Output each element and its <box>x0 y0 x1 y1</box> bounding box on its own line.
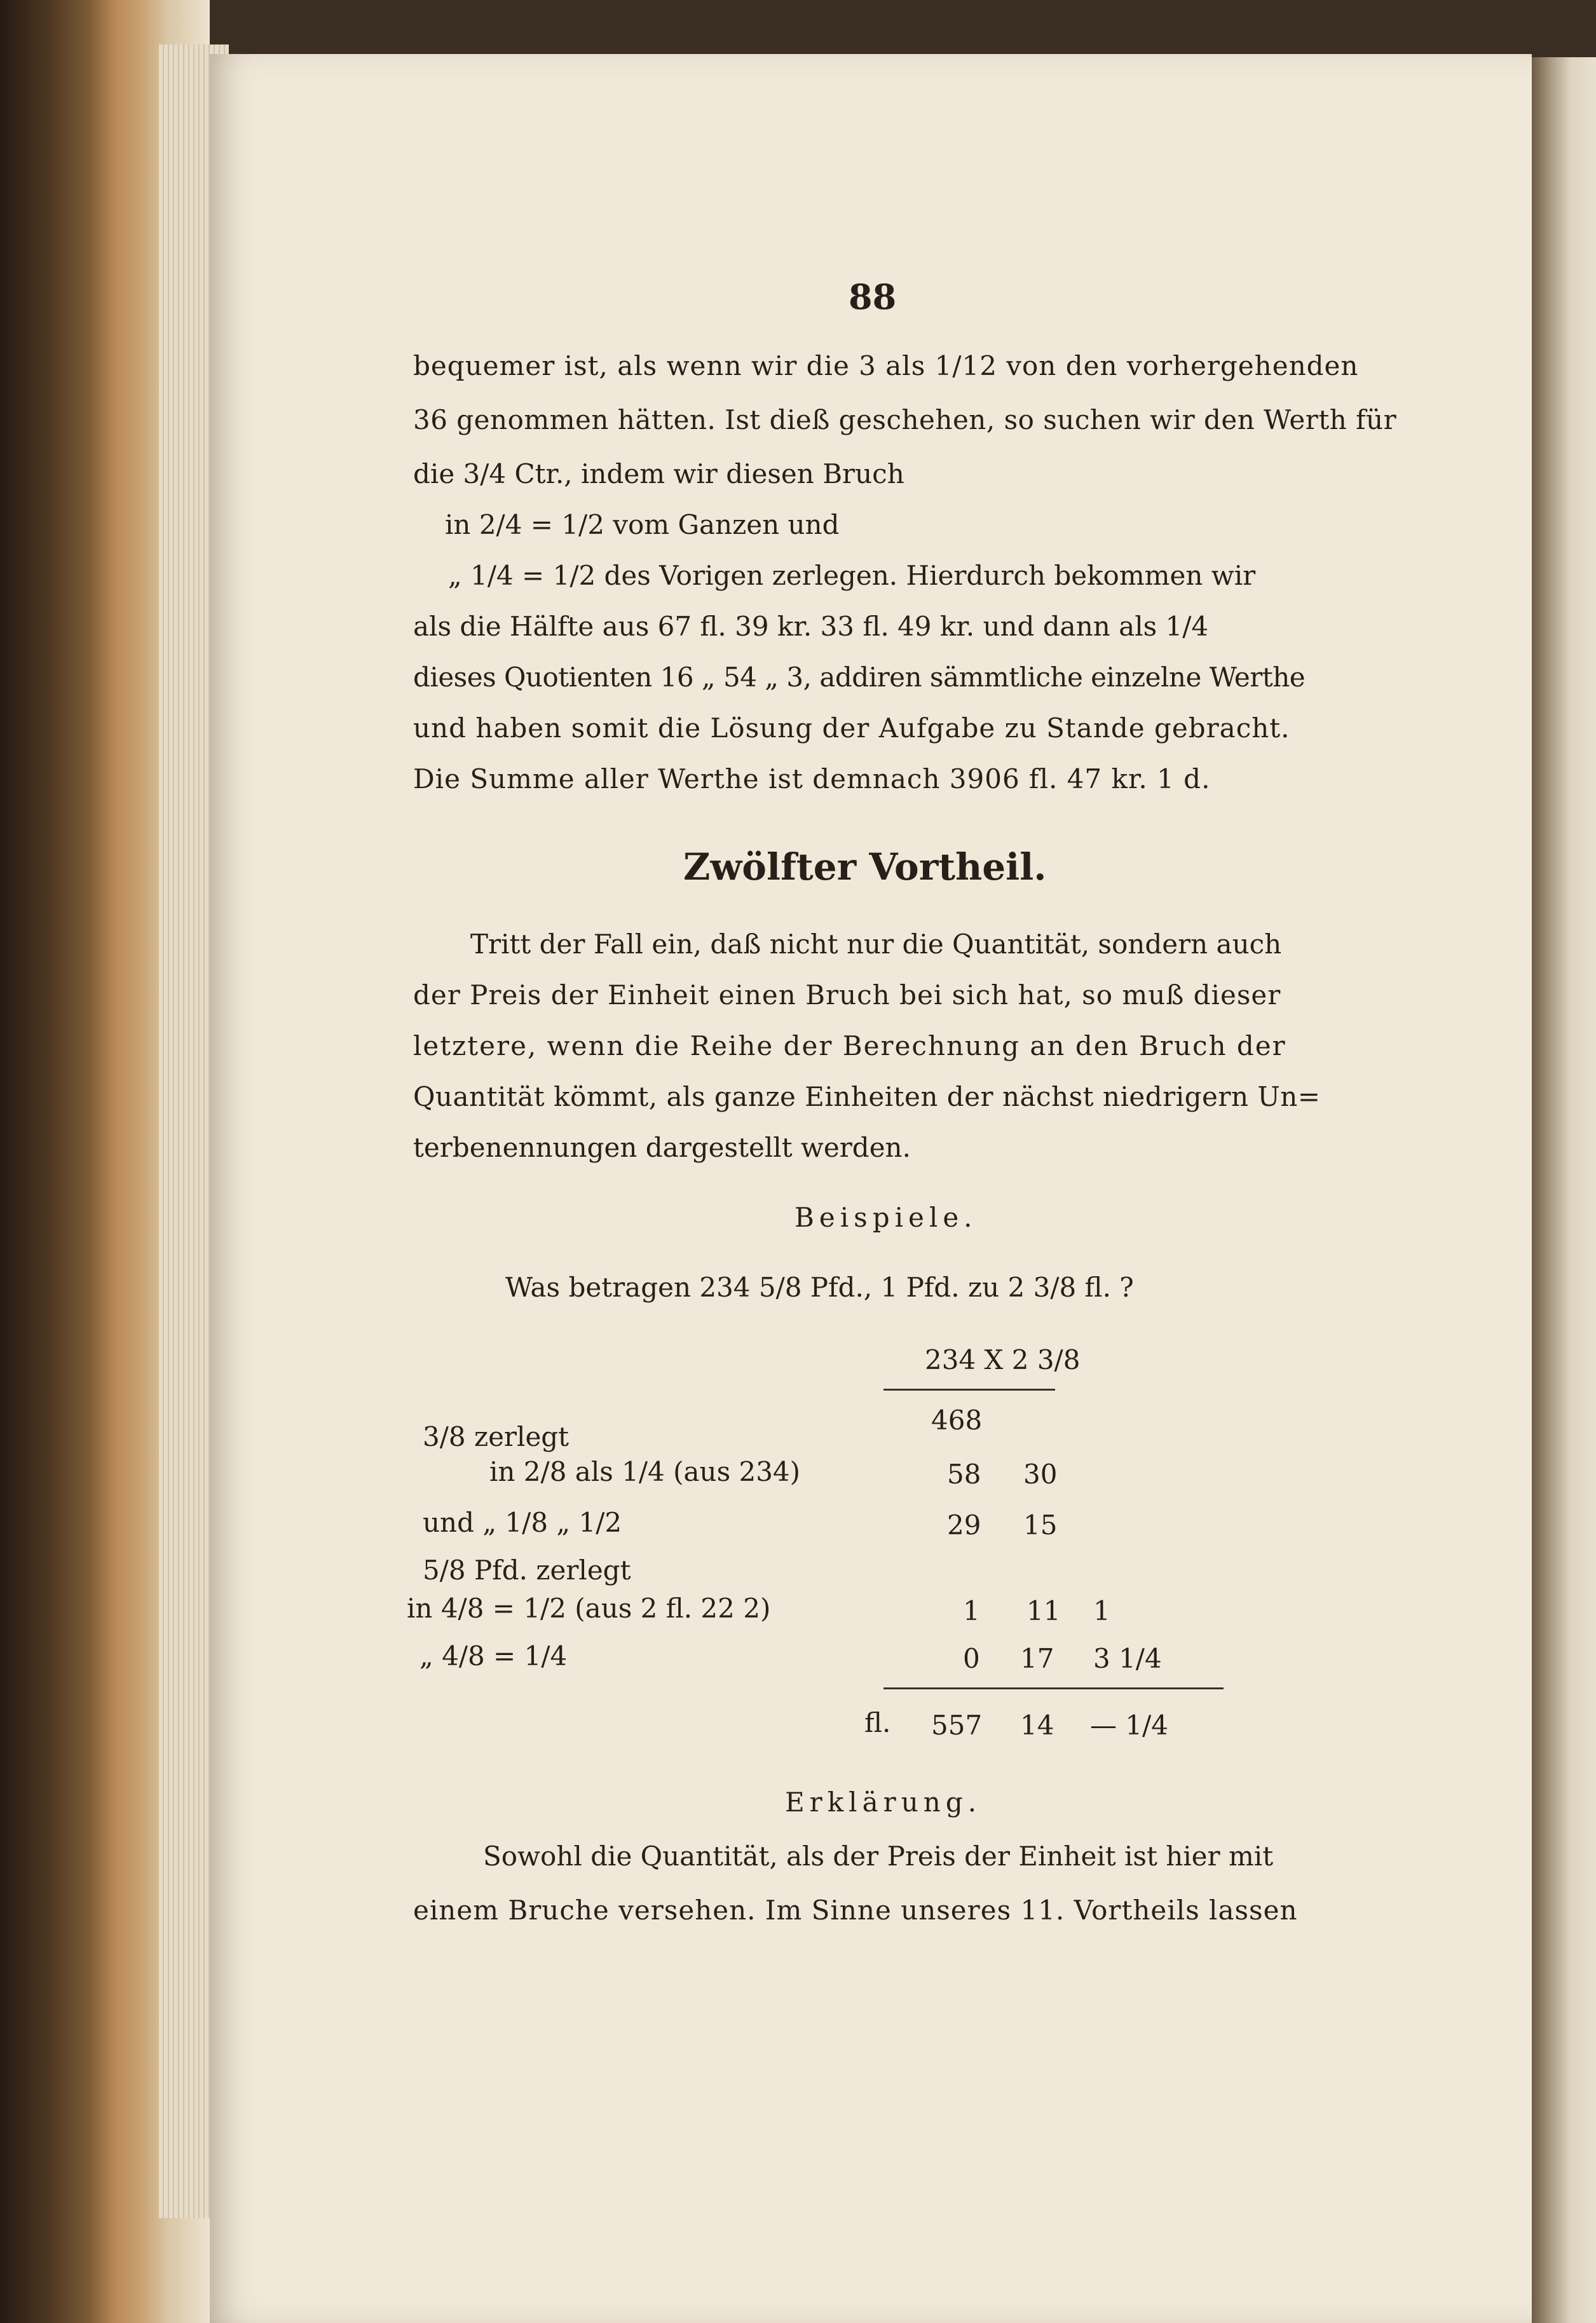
calc-rule-bottom <box>883 1687 1224 1689</box>
calc-first: 468 <box>931 1405 983 1436</box>
text-line: Sowohl die Quantität, als der Preis der Einheit ist hier mit <box>483 1841 1274 1872</box>
text-line: Tritt der Fall ein, daß nicht nur die Quantität, sondern auch <box>470 929 1282 960</box>
text-line: dieses Quotienten 16 „ 54 „ 3, addiren sämmtliche einzelne Werthe <box>413 662 1306 693</box>
text-line: die 3/4 Ctr., indem wir diesen Bruch <box>413 458 904 489</box>
calc-total-prefix: fl. <box>864 1707 891 1738</box>
calc-label: 3/8 zerlegt <box>423 1421 570 1452</box>
calc-total: — 1/4 <box>1090 1710 1168 1741</box>
text-line: 36 genommen hätten. Ist dieß geschehen, so suchen wir den Werth für <box>413 404 1397 435</box>
calc-cell: 3 1/4 <box>1093 1643 1162 1674</box>
facing-page-edge <box>1532 57 1596 2323</box>
book-page <box>210 54 1532 2323</box>
text-line: der Preis der Einheit einen Bruch bei sich hat, so muß dieser <box>413 979 1281 1011</box>
calc-cell: 17 <box>1020 1643 1054 1674</box>
text-line: bequemer ist, als wenn wir die 3 als 1/12 von den vorhergehenden <box>413 350 1359 381</box>
page-number: 88 <box>849 276 897 317</box>
text-line: Quantität kömmt, als ganze Einheiten der nächst niedrigern Un= <box>413 1081 1321 1112</box>
calc-label: in 2/8 als 1/4 (aus 234) <box>489 1456 801 1487</box>
calc-total: 557 <box>931 1710 983 1741</box>
calc-rule-top <box>883 1389 1055 1391</box>
text-line: in 2/4 = 1/2 vom Ganzen und <box>445 509 840 540</box>
calc-label: und „ 1/8 „ 1/2 <box>423 1507 622 1538</box>
calc-cell: 58 <box>947 1459 981 1490</box>
calc-cell: 30 <box>1023 1459 1058 1490</box>
text-line: als die Hälfte aus 67 fl. 39 kr. 33 fl. 49 kr. und dann als 1/4 <box>413 611 1209 642</box>
text-line: letztere, wenn die Reihe der Berechnung an den Bruch der <box>413 1030 1286 1061</box>
text-line: „ 1/4 = 1/2 des Vorigen zerlegen. Hierdurch bekommen wir <box>448 560 1256 591</box>
example-question: Was betragen 234 5/8 Pfd., 1 Pfd. zu 2 3/8 fl. ? <box>505 1272 1134 1303</box>
calc-cell: 0 <box>963 1643 980 1674</box>
calc-cell: 29 <box>947 1509 981 1541</box>
calc-header: 234 X 2 3/8 <box>925 1344 1081 1375</box>
text-line: Die Summe aller Werthe ist demnach 3906 fl. 47 kr. 1 d. <box>413 763 1211 794</box>
calc-label: in 4/8 = 1/2 (aus 2 fl. 22 2) <box>407 1593 771 1624</box>
calc-cell: 1 <box>1093 1595 1110 1626</box>
calc-label: „ 4/8 = 1/4 <box>419 1640 568 1672</box>
calc-cell: 11 <box>1026 1595 1061 1626</box>
text-line: einem Bruche versehen. Im Sinne unseres 11. Vortheils lassen <box>413 1895 1298 1926</box>
calc-cell: 1 <box>963 1595 980 1626</box>
section-heading: Zwölfter Vortheil. <box>683 845 1047 889</box>
erklaerung-heading: Erklärung. <box>785 1787 982 1818</box>
calc-cell: 15 <box>1023 1509 1058 1541</box>
calc-label: 5/8 Pfd. zerlegt <box>423 1555 631 1586</box>
text-line: und haben somit die Lösung der Aufgabe zu Stande gebracht. <box>413 712 1290 744</box>
calc-total: 14 <box>1020 1710 1054 1741</box>
beispiele-heading: Beispiele. <box>795 1202 978 1233</box>
text-line: terbenennungen dargestellt werden. <box>413 1132 911 1163</box>
